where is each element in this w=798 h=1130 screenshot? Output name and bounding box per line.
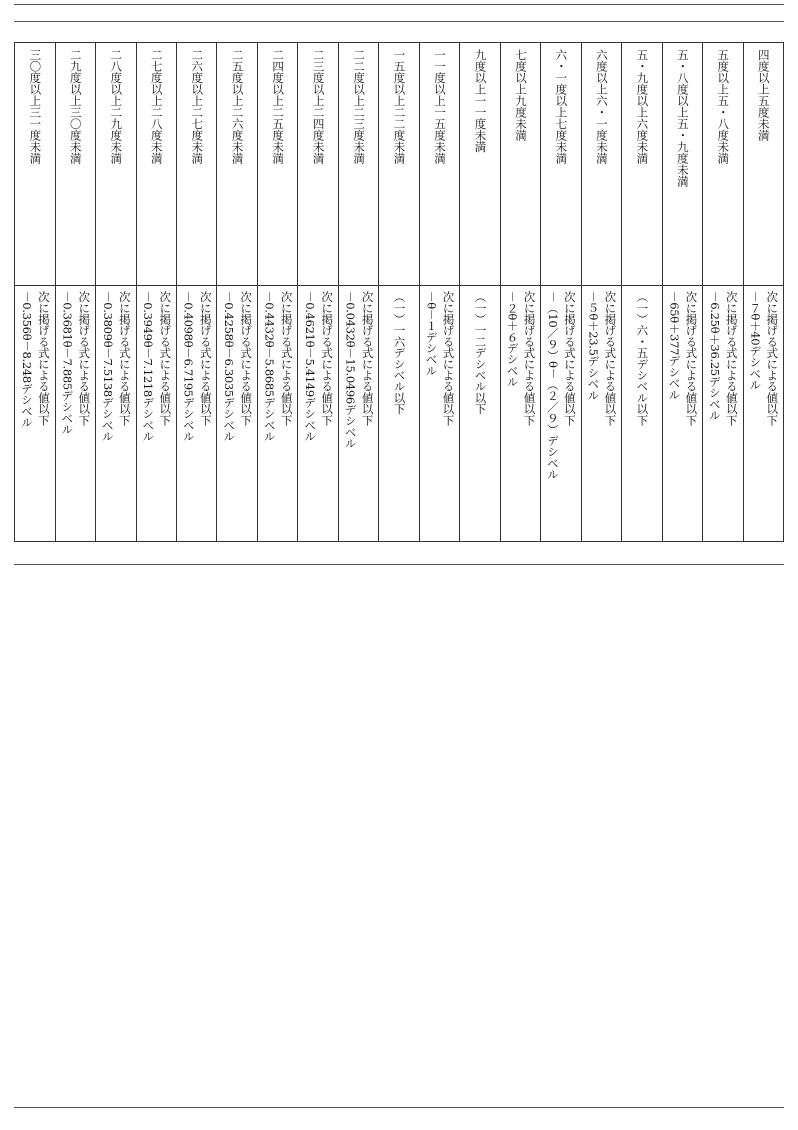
angle-range-text: 二二度以上二三度未満	[352, 49, 367, 164]
limit-line-1: 次に掲げる式による値以下	[724, 291, 739, 426]
limit-line-1: （一）一二デシベル以下	[473, 291, 488, 415]
angle-range-text: 二六度以上二七度未満	[190, 49, 205, 164]
limit-line-2: －0.4621θ－5.4149デシベル	[303, 291, 318, 442]
limit-value-cell	[56, 286, 95, 541]
angle-range-text: 二八度以上二九度未満	[109, 49, 124, 164]
angle-range-cell	[15, 43, 54, 286]
limit-line-2: －0.4432θ－5.8685デシベル	[262, 291, 277, 442]
limit-line-2: －0.0432θ－15.0496デシベル	[343, 291, 358, 449]
table-column	[621, 43, 661, 541]
table-column	[743, 43, 783, 541]
limit-value-cell	[420, 286, 459, 541]
angle-range-cell	[258, 43, 297, 286]
limit-line-1: 次に掲げる式による値以下	[562, 291, 577, 426]
table-column	[378, 43, 418, 541]
limit-value-cell	[15, 286, 54, 541]
table-column	[500, 43, 540, 541]
limit-line-1: 次に掲げる式による値以下	[765, 291, 780, 426]
angle-range-cell	[420, 43, 459, 286]
limit-line-1: 次に掲げる式による値以下	[117, 291, 132, 426]
angle-range-text: 五度以上五・八度未満	[716, 49, 731, 164]
table-column	[702, 43, 742, 541]
angle-range-cell	[56, 43, 95, 286]
limit-line-2: －0.3949θ－7.1218デシベル	[141, 291, 156, 442]
table-column	[257, 43, 297, 541]
limit-line-2: －65θ＋377デシベル	[667, 291, 682, 400]
footer-rule	[14, 1107, 784, 1108]
limit-value-cell	[460, 286, 499, 541]
angle-range-cell	[339, 43, 378, 286]
table-column	[95, 43, 135, 541]
table-column	[176, 43, 216, 541]
limit-value-cell	[541, 286, 580, 541]
limit-line-1: 次に掲げる式による値以下	[198, 291, 213, 426]
limit-value-cell	[96, 286, 135, 541]
angle-range-text: 九度以上一一度未満	[473, 49, 488, 153]
table-column	[459, 43, 499, 541]
limit-line-1: 次に掲げる式による値以下	[239, 291, 254, 426]
table-column	[15, 43, 54, 541]
limit-value-cell	[663, 286, 702, 541]
angle-range-text: 二七度以上二八度未満	[149, 49, 164, 164]
limit-line-1: （一）一六デシベル以下	[392, 291, 407, 415]
angle-range-text: 五・九度以上六度未満	[635, 49, 650, 164]
limit-line-2: －２θ＋６デシベル	[505, 291, 520, 388]
table-bottom-rule	[14, 564, 784, 565]
limit-line-2: －0.356θ－8.248デシベル	[19, 291, 34, 428]
limit-line-1: 次に掲げる式による値以下	[684, 291, 699, 426]
angle-range-cell	[703, 43, 742, 286]
table-column	[662, 43, 702, 541]
table-column	[419, 43, 459, 541]
limit-line-1: 次に掲げる式による値以下	[279, 291, 294, 426]
table-column	[540, 43, 580, 541]
angle-range-cell	[501, 43, 540, 286]
limit-value-cell	[298, 286, 337, 541]
limit-value-cell	[501, 286, 540, 541]
limit-value-cell	[582, 286, 621, 541]
table-column	[581, 43, 621, 541]
limit-value-cell	[339, 286, 378, 541]
top-rule	[14, 4, 784, 5]
angle-range-cell	[460, 43, 499, 286]
angle-range-cell	[96, 43, 135, 286]
limit-line-1: 次に掲げる式による値以下	[36, 291, 51, 426]
angle-range-cell	[582, 43, 621, 286]
angle-range-cell	[217, 43, 256, 286]
angle-range-text: 七度以上九度未満	[513, 49, 528, 141]
angle-range-cell	[541, 43, 580, 286]
angle-range-text: 一五度以上二二度未満	[392, 49, 407, 164]
limit-line-1: 次に掲げる式による値以下	[522, 291, 537, 426]
angle-range-text: 四度以上五度未満	[756, 49, 771, 141]
limit-line-2: －0.4258θ－6.3035デシベル	[222, 291, 237, 442]
angle-range-cell	[177, 43, 216, 286]
angle-range-text: 五・八度以上五・九度未満	[675, 49, 690, 187]
table-column	[338, 43, 378, 541]
angle-range-text: 六・一度以上七度未満	[554, 49, 569, 164]
limit-line-1: 次に掲げる式による値以下	[603, 291, 618, 426]
angle-range-cell	[622, 43, 661, 286]
angle-range-text: 二五度以上二六度未満	[230, 49, 245, 164]
limit-line-1: 次に掲げる式による値以下	[441, 291, 456, 426]
angle-range-text: 三〇度以上三一度未満	[28, 49, 43, 164]
angle-range-text: 二四度以上二五度未満	[271, 49, 286, 164]
table-column	[136, 43, 176, 541]
angle-range-cell	[137, 43, 176, 286]
limit-line-1: 次に掲げる式による値以下	[158, 291, 173, 426]
limit-value-cell	[379, 286, 418, 541]
angle-range-cell	[379, 43, 418, 286]
table-column	[297, 43, 337, 541]
limit-line-2: －７θ＋40デシベル	[748, 291, 763, 391]
angle-range-text: 二九度以上三〇度未満	[68, 49, 83, 164]
limit-line-1: 次に掲げる式による値以下	[320, 291, 335, 426]
angle-range-cell	[744, 43, 783, 286]
limit-line-1: （一）六・五デシベル以下	[635, 291, 650, 426]
limit-line-2: －（10／９）θ－（２／９）デシベル	[545, 291, 560, 480]
header-rule	[14, 21, 784, 22]
angle-range-cell	[663, 43, 702, 286]
limit-line-1: 次に掲げる式による値以下	[77, 291, 92, 426]
limit-line-2: －0.3681θ－7.885デシベル	[60, 291, 75, 435]
limit-value-cell	[744, 286, 783, 541]
limit-value-cell	[217, 286, 256, 541]
angle-range-text: 一一度以上一五度未満	[433, 49, 448, 164]
table-column	[216, 43, 256, 541]
limit-line-2: －0.3809θ－7.5138デシベル	[100, 291, 115, 442]
limit-value-cell	[137, 286, 176, 541]
limit-line-2: －6.25θ＋36.25デシベル	[707, 291, 722, 421]
limit-value-cell	[177, 286, 216, 541]
limit-line-2: －５θ＋23.5デシベル	[586, 291, 601, 401]
angle-limit-table	[14, 42, 784, 542]
angle-range-cell	[298, 43, 337, 286]
table-column	[55, 43, 95, 541]
angle-range-text: 二三度以上二四度未満	[311, 49, 326, 164]
limit-value-cell	[622, 286, 661, 541]
limit-line-2: －θ－１デシベル	[424, 291, 439, 377]
limit-value-cell	[703, 286, 742, 541]
limit-value-cell	[258, 286, 297, 541]
angle-range-text: 六度以上六・一度未満	[594, 49, 609, 164]
limit-line-1: 次に掲げる式による値以下	[360, 291, 375, 426]
limit-line-2: －0.4098θ－6.7195デシベル	[181, 291, 196, 442]
